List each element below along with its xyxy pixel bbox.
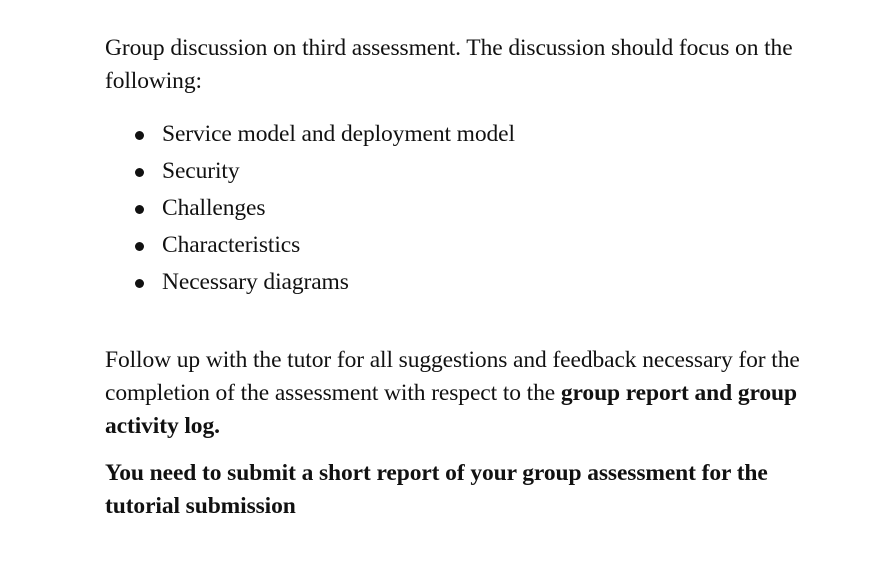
bullet-icon [135, 205, 144, 214]
bullet-icon [135, 279, 144, 288]
list-item [105, 190, 835, 227]
bullet-icon [135, 242, 144, 251]
follow-up-text: Follow up with the tutor for all suggestions and feedback necessary for the completion of the assessment with respect to the [105, 347, 800, 406]
follow-up-bold-text: group report and group activity log. [105, 380, 797, 439]
list-item-text: Characteristics [162, 232, 301, 258]
follow-up-paragraph [105, 344, 835, 443]
list-item [105, 227, 835, 264]
document-page [105, 32, 835, 523]
intro-paragraph: Group discussion on third assessment. The discussion should focus on the following: [105, 35, 793, 94]
list-item [105, 153, 835, 190]
list-item [105, 264, 835, 301]
focus-list [105, 116, 835, 301]
list-item-text: Necessary diagrams [162, 269, 349, 295]
list-item-text: Challenges [162, 195, 266, 221]
submission-note: You need to submit a short report of your group assessment for the tutorial submission [105, 460, 768, 519]
list-item-text: Security [162, 158, 240, 184]
list-item-text: Service model and deployment model [162, 121, 515, 147]
list-item [105, 116, 835, 153]
bullet-icon [135, 131, 144, 140]
bullet-icon [135, 168, 144, 177]
